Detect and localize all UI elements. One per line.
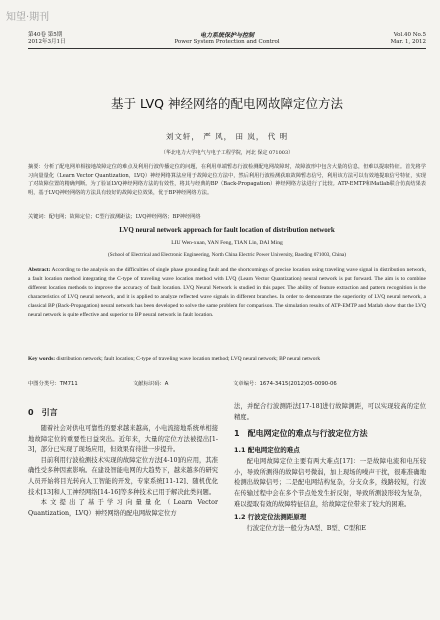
intro-paragraph-3: 本文提出了基于学习向量量化（Learn Vector Quantization，LVQ）神经网络的配电网故障定位方 [28,499,218,517]
paragraph-1-2: 行波定位方法一般分为A型、B型、C型和E [246,525,366,533]
header-volume-en: Vol.40 No.5 [393,32,426,38]
abstract-en-text: According to the analysis on the difficulties of single phase grounding fault and the shortcomings of precise location using traveling wave signal in distribution network, a fault location method integrating the C-type of traveling wave location method with LVQ (Learn Vector Quantization) neural network is put forward. The aim is to combine different location methods to improve the accuracy of fault location. LVQ Neural Network is studied in this paper. The ability of feature extraction and pattern recognition is the characteristics of LVQ neural network, and it is applied to analyze reflected wave signals in different branches. In order to demonstrate the superiority of LVQ neural network, a classical BP (Back-Propagation) neural network has been developed to solve the same problem for comparison. The simulation results of ATP-EMTP and Matlab show that the LVQ neural network is quite effective and superior to BP neural network in fault location. [28,267,426,318]
journal-name-en: Power System Protection and Control [174,39,280,45]
keywords-en-text: distribution network; fault location; C-type of traveling wave location method; LVQ neural network; BP neural network [56,356,321,362]
journal-watermark: 知望·期刊 [6,12,50,23]
section-heading-intro: 0 引言 [28,408,58,417]
clc-number: 中图分类号：TM711 [28,381,78,387]
abstract-en [28,266,426,319]
right-column [234,402,426,535]
affiliation: （华北电力大学电气与电子工程学院，河北 保定 071003） [160,150,294,156]
paper-title: 基于 LVQ 神经网络的配电网故障定位方法 [111,96,343,111]
header-right [391,32,426,46]
header-center [28,32,426,46]
paper-title-en: LVQ neural network approach for fault location of distribution network [119,226,335,234]
intro-paragraph-2: 目前利用行波检测技术实现的故障定位方法[4-10]的应用，其准确性受多种因素影响。在建设智能电网的大趋势下，越来越多的研究人员开始将目光转向人工智能的开发，专家系统[11-12]、随机优化技术[13]和人工神经网络[14-16]等多种技术已用于解决此类问题。 [28,456,218,496]
subsection-heading-1-2: 1.2 行波定位法测距原理 [234,513,307,522]
keywords-en-label: Key words: [28,356,56,362]
section-heading-1: 1 配电网定位的难点与行波定位方法 [234,429,368,439]
author-list-en: LIU Wen-xuan, YAN Feng, TIAN Lin, DAI Ming [171,240,283,246]
header-rule [28,48,426,49]
affiliation-en: (School of Electrical and Electronic Engineering, North China Electric Power University, Baoding 071003, China) [108,252,346,258]
intro-continuation: 法，并配合行波测距法[17-18]进行故障测距，可以实现较高的定位精度。 [234,403,426,421]
subsection-heading-1-1: 1.1 配电网定位的难点 [234,446,300,455]
header-date: 2012年3月1日 [28,39,66,45]
header-volume: 第40卷 第5期 [28,32,63,38]
abstract-cn: 摘要：分析了配电网单相接地故障定位的难点及利用行波传播定位的问题，在利用单端暂态行波检测配电网故障时，故障波形中包含大量的信息，但难以提取特征。首先将学习向量量化（Learn Vector Quantization，LVQ）神经网络算法应用于故障定位方法中，然后利用行波检测获取故障暂态信号，利用该方法可以有效地提取信号特征，实现了对故障位置的精确判断。为了验证LVQ神经网络方法的有效性，将其与经典的BP（Back-Propagation）神经网络方法进行了比较。ATP-EMTP和Matlab联合仿真结果表明，基于LVQ神经网络的方法具有较好的故障定位效果，优于BP神经网络方法。 [28,164,426,196]
header-date-en: Mar. 1, 2012 [390,39,426,45]
document-code: 文献标识码：A [133,381,169,387]
paragraph-1-1: 配电网故障定位主要有两大难点[17]：一是故障电流和电压较小，导致所测得的故障信号微弱，加上现场的噪声干扰，很难准确地检测出故障信号；二是配电网结构复杂，分支众多，线路较短，行波在传输过程中会在多个节点处发生折反射，导致所测波形较为复杂，难以提取有效的故障特征信息，给故障定位带来了较大的困难。 [234,458,426,508]
abstract-en-label: Abstract: [28,267,51,273]
intro-paragraph-1: 随着社会对供电可靠性的要求越来越高，小电流接地系统单相接地故障定位的重要性日益突出。近年来，大量的定位方法被提出[1-3]，部分已实现了现场应用，但效果有待进一步提升。 [28,425,218,454]
author-list: 刘文轩， 严 风， 田 岚， 代 明 [165,132,289,141]
keywords-en [28,355,426,364]
article-number: 文章编号：1674-3415(2012)05-0090-06 [233,381,337,387]
left-column [28,405,218,519]
journal-name-cn: 电力系统保护与控制 [199,32,254,39]
keywords-cn: 关键词：配电网；故障定位；C型行波测距法；LVQ神经网络；BP神经网络 [28,214,201,220]
